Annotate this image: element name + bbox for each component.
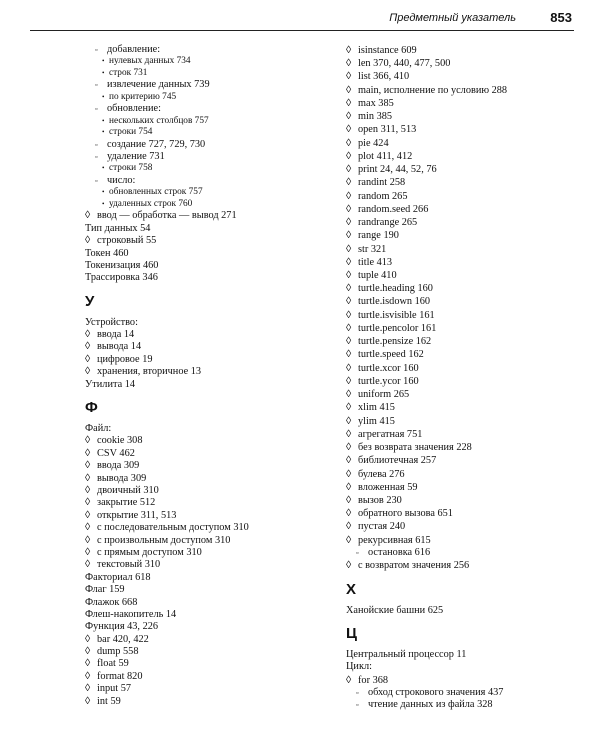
index-entry: ◊ цифровое 19 [85,353,153,365]
index-entry: • строки 758 [102,163,153,174]
diamond-icon: ◊ [85,695,91,707]
index-term: Тип данных 54 [85,222,151,234]
index-entry: ◊ for 368 [346,674,389,686]
index-entry: ▫ удаление 731 [95,151,165,163]
diamond-icon: ◊ [85,210,91,222]
diamond-icon: ◊ [346,468,352,480]
index-entry: ◊ пустая 240 [346,521,406,533]
index-entry: ◊ открытие 311, 513 [85,509,177,521]
index-term: Файл: [85,423,112,435]
diamond-icon: ◊ [346,177,352,189]
sub-marker-icon: ▫ [356,701,359,710]
diamond-icon: ◊ [346,402,352,414]
section-letter-c: Ц [346,624,357,642]
index-term: Утилита 14 [85,378,136,390]
diamond-icon: ◊ [346,137,352,149]
diamond-icon: ◊ [346,283,352,295]
index-entry: ◊ ввода 309 [85,460,140,472]
section-letter-h: Х [346,580,357,598]
diamond-icon: ◊ [346,336,352,348]
diamond-icon: ◊ [85,509,91,521]
page-number: 853 [550,10,572,25]
diamond-icon: ◊ [85,435,91,447]
index-entry: ▫ извлечение данных 739 [95,79,210,91]
index-entry: ◊ main, исполнение по условию 288 [346,84,508,96]
index-entry: ◊ CSV 462 [85,447,135,459]
index-entry: ◊ turtle.xcor 160 [346,362,419,374]
index-entry: ◊ ввода 14 [85,329,135,341]
index-entry: ◊ с возвратом значения 256 [346,560,470,572]
index-entry: ◊ с произвольным доступом 310 [85,534,231,546]
index-entry: ◊ list 366, 410 [346,71,410,83]
index-entry: ◊ двоичный 310 [85,484,159,496]
index-entry: ◊ с прямым доступом 310 [85,546,202,558]
index-entry: ◊ агрегатная 751 [346,428,423,440]
index-entry: • нулевых данных 734 [102,56,191,67]
diamond-icon: ◊ [346,375,352,387]
diamond-icon: ◊ [346,45,352,56]
diamond-icon: ◊ [346,243,352,255]
index-entry: ◊ булева 276 [346,468,405,480]
index-entry: ◊ tuple 410 [346,269,397,281]
diamond-icon: ◊ [85,460,91,472]
diamond-icon: ◊ [85,546,91,558]
diamond-icon: ◊ [346,560,352,572]
index-entry: ◊ uniform 265 [346,389,410,401]
index-entry: ◊ с последовательным доступом 310 [85,522,249,534]
diamond-icon: ◊ [346,349,352,361]
diamond-icon: ◊ [85,633,91,645]
diamond-icon: ◊ [85,497,91,509]
index-entry: ◊ turtle.speed 162 [346,349,424,361]
diamond-icon: ◊ [346,428,352,440]
diamond-icon: ◊ [85,484,91,496]
diamond-icon: ◊ [346,230,352,242]
diamond-icon: ◊ [85,447,91,459]
index-entry: ▫ число: [95,174,136,186]
diamond-icon: ◊ [346,309,352,321]
diamond-icon: ◊ [85,559,91,571]
sub-marker-icon: ▫ [356,548,359,557]
diamond-icon: ◊ [346,71,352,83]
sub-marker-icon: ▫ [95,105,98,114]
index-entry: ◊ рекурсивная 615 [346,534,431,546]
bullet-icon: • [102,128,105,137]
bullet-icon: • [102,199,105,208]
index-term: Цикл: [346,661,372,673]
index-entry: ◊ turtle.heading 160 [346,283,433,295]
diamond-icon: ◊ [346,150,352,162]
sub-marker-icon: ▫ [356,688,359,697]
index-entry: ◊ cookie 308 [85,435,143,447]
index-entry: ◊ хранения, вторичное 13 [85,366,202,378]
sub-marker-icon: ▫ [95,153,98,162]
sub-marker-icon: ▫ [95,46,98,54]
bullet-icon: • [102,68,105,77]
diamond-icon: ◊ [85,646,91,658]
index-entry: ◊ вывода 14 [85,341,142,353]
diamond-icon: ◊ [346,415,352,427]
index-entry: ▫ остановка 616 [356,546,431,558]
index-entry: ◊ библиотечная 257 [346,455,437,467]
index-entry: ◊ plot 411, 412 [346,150,413,162]
sub-marker-icon: ▫ [95,176,98,185]
index-term: Флажок 668 [85,596,138,608]
diamond-icon: ◊ [85,341,91,353]
section-letter-f: Ф [85,399,98,417]
index-entry: ◊ print 24, 44, 52, 76 [346,164,437,176]
right-column [346,44,586,712]
diamond-icon: ◊ [346,203,352,215]
index-entry: ◊ текстовый 310 [85,559,161,571]
index-entry: ◊ xlim 415 [346,402,395,414]
index-entry: ◊ str 321 [346,243,387,255]
diamond-icon: ◊ [346,455,352,467]
index-entry: ◊ max 385 [346,97,394,109]
index-entry: ◊ turtle.isdown 160 [346,296,431,308]
diamond-icon: ◊ [85,366,91,378]
diamond-icon: ◊ [346,389,352,401]
index-entry: • строк 731 [102,67,148,78]
index-entry: ◊ open 311, 513 [346,124,417,136]
diamond-icon: ◊ [346,534,352,546]
diamond-icon: ◊ [346,521,352,533]
index-entry: ◊ dump 558 [85,646,139,658]
index-entry: ◊ turtle.isvisible 161 [346,309,435,321]
section-letter-u: У [85,292,95,310]
index-entry: ▫ обновление: [95,103,161,115]
diamond-icon: ◊ [85,353,91,365]
diamond-icon: ◊ [346,296,352,308]
diamond-icon: ◊ [346,164,352,176]
diamond-icon: ◊ [85,658,91,670]
index-entry: ◊ range 190 [346,230,399,242]
diamond-icon: ◊ [346,269,352,281]
bullet-icon: • [102,164,105,173]
diamond-icon: ◊ [346,84,352,96]
index-entry: • нескольких столбцов 757 [102,115,209,126]
index-entry: ◊ random 265 [346,190,408,202]
index-entry: ◊ format 820 [85,670,143,682]
index-entry: ◊ вложенная 59 [346,481,418,493]
sub-marker-icon: ▫ [95,81,98,90]
index-entry: ◊ обратного вызова 651 [346,508,453,520]
index-term: Флаг 159 [85,584,125,596]
index-entry: ◊ строковый 55 [85,235,157,247]
index-entry: • строки 754 [102,127,153,138]
index-entry: ▫ добавление: [95,44,161,55]
index-entry: ◊ ylim 415 [346,415,395,427]
index-entry: ◊ вывода 309 [85,472,147,484]
diamond-icon: ◊ [346,256,352,268]
index-entry: ◊ pie 424 [346,137,389,149]
diamond-icon: ◊ [346,217,352,229]
index-term: Токен 460 [85,247,129,259]
index-term: Ханойские башни 625 [346,604,444,616]
index-entry: ◊ ввод — обработка — вывод 271 [85,210,237,222]
diamond-icon: ◊ [346,442,352,454]
diamond-icon: ◊ [85,235,91,247]
diamond-icon: ◊ [85,522,91,534]
diamond-icon: ◊ [346,494,352,506]
diamond-icon: ◊ [346,111,352,123]
index-entry: ◊ random.seed 266 [346,203,429,215]
diamond-icon: ◊ [346,190,352,202]
index-entry: ◊ len 370, 440, 477, 500 [346,58,451,70]
index-entry: ▫ создание 727, 729, 730 [95,138,206,150]
index-entry: ◊ bar 420, 422 [85,633,149,645]
index-entry: • по критерию 745 [102,91,177,102]
index-entry: ◊ title 413 [346,256,393,268]
index-entry: ▫ чтение данных из файла 328 [356,699,493,711]
diamond-icon: ◊ [85,534,91,546]
index-entry: ◊ input 57 [85,683,132,695]
index-entry: ◊ без возврата значения 228 [346,442,472,454]
diamond-icon: ◊ [346,58,352,70]
index-entry: ◊ turtle.pensize 162 [346,336,432,348]
diamond-icon: ◊ [85,670,91,682]
index-entry: • удаленных строк 760 [102,198,193,209]
index-term: Центральный процессор 11 [346,648,467,660]
index-entry: ◊ int 59 [85,695,121,707]
index-term: Устройство: [85,316,138,328]
diamond-icon: ◊ [85,329,91,341]
index-entry: ◊ float 59 [85,658,129,670]
left-column [85,44,335,708]
page-header [30,10,574,31]
index-entry: • обновленных строк 757 [102,187,203,198]
index-term: Токенизация 460 [85,259,159,271]
index-entry: ◊ вызов 230 [346,494,402,506]
diamond-icon: ◊ [346,674,352,686]
bullet-icon: • [102,188,105,197]
index-term: Трассировка 346 [85,272,158,284]
bullet-icon: • [102,116,105,125]
index-term: Функция 43, 226 [85,621,159,633]
index-entry: ◊ isinstance 609 [346,45,417,56]
sub-marker-icon: ▫ [95,140,98,149]
index-entry: ◊ randrange 265 [346,217,418,229]
index-term: Факториал 618 [85,571,151,583]
diamond-icon: ◊ [346,124,352,136]
index-term: Флеш-накопитель 14 [85,608,177,620]
index-entry: ◊ закрытие 512 [85,497,156,509]
diamond-icon: ◊ [346,508,352,520]
diamond-icon: ◊ [346,97,352,109]
index-entry: ◊ min 385 [346,111,393,123]
index-entry: ◊ turtle.pencolor 161 [346,322,437,334]
index-entry: ◊ turtle.ycor 160 [346,375,419,387]
index-entry: ◊ randint 258 [346,177,406,189]
diamond-icon: ◊ [346,481,352,493]
running-title: Предметный указатель [389,12,516,24]
diamond-icon: ◊ [346,322,352,334]
index-entry: ▫ обход строкового значения 437 [356,686,504,698]
bullet-icon: • [102,92,105,101]
diamond-icon: ◊ [346,362,352,374]
diamond-icon: ◊ [85,683,91,695]
bullet-icon: • [102,57,105,66]
diamond-icon: ◊ [85,472,91,484]
